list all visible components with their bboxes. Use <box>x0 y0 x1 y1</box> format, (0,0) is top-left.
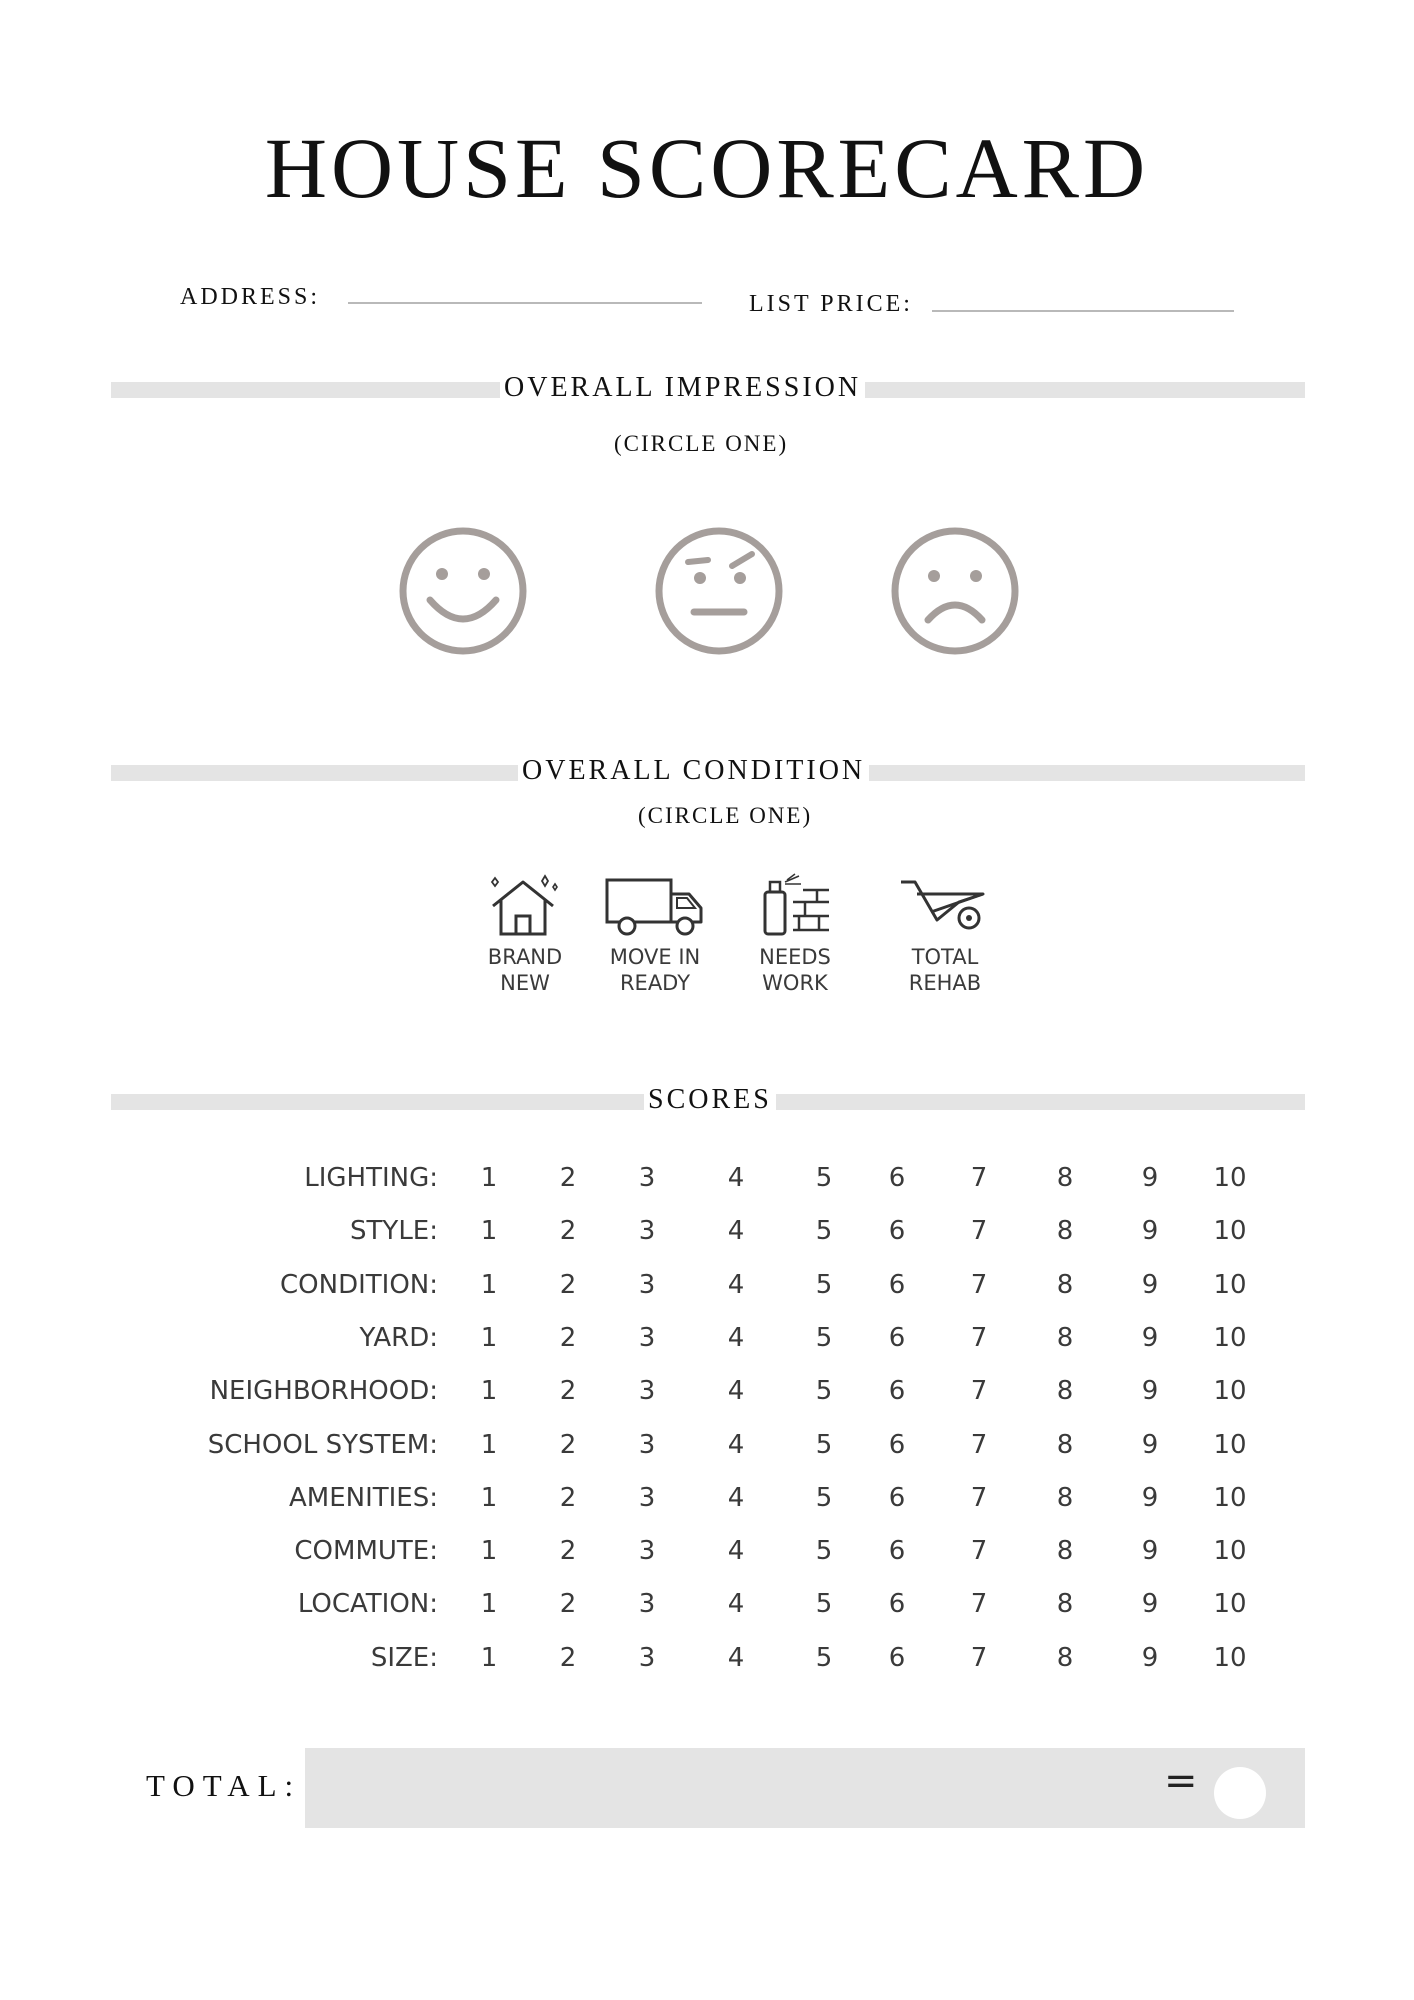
score-option[interactable]: 1 <box>480 1322 498 1353</box>
move-in-line1: MOVE IN <box>609 945 701 969</box>
equals-sign: = <box>1164 1758 1198 1804</box>
score-option[interactable]: 1 <box>480 1482 498 1513</box>
score-option[interactable]: 10 <box>1213 1642 1247 1673</box>
score-option[interactable]: 6 <box>888 1322 906 1353</box>
score-option[interactable]: 9 <box>1141 1216 1159 1247</box>
score-option[interactable]: 5 <box>815 1322 833 1353</box>
score-option[interactable]: 2 <box>559 1429 577 1460</box>
score-option[interactable]: 9 <box>1141 1376 1159 1407</box>
total-label: TOTAL: <box>146 1768 302 1803</box>
score-option[interactable]: 10 <box>1213 1163 1247 1193</box>
condition-title: OVERALL CONDITION <box>518 755 869 787</box>
score-option[interactable]: 6 <box>888 1589 906 1620</box>
score-option[interactable]: 1 <box>480 1216 498 1247</box>
score-option[interactable]: 7 <box>970 1376 988 1407</box>
score-option[interactable]: 5 <box>815 1429 833 1460</box>
spray-paint-bricks-icon <box>755 872 835 938</box>
score-option[interactable]: 10 <box>1213 1482 1247 1513</box>
condition-needs-work[interactable] <box>730 872 860 996</box>
score-option[interactable]: 4 <box>727 1429 745 1460</box>
score-option[interactable]: 3 <box>638 1216 656 1247</box>
score-option[interactable]: 5 <box>815 1642 833 1673</box>
score-option[interactable]: 6 <box>888 1642 906 1673</box>
total-field[interactable] <box>305 1748 1305 1828</box>
score-option[interactable]: 2 <box>559 1589 577 1620</box>
score-option[interactable]: 6 <box>888 1269 906 1300</box>
address-label: ADDRESS: <box>180 284 321 310</box>
score-option[interactable]: 1 <box>480 1589 498 1620</box>
impression-subtitle: (CIRCLE ONE) <box>614 431 789 456</box>
condition-brand-new[interactable] <box>460 872 590 996</box>
score-option[interactable]: 8 <box>1056 1322 1074 1353</box>
score-option[interactable]: 5 <box>815 1163 833 1193</box>
score-option[interactable]: 1 <box>480 1642 498 1673</box>
score-option[interactable]: 10 <box>1213 1269 1247 1300</box>
score-option[interactable]: 8 <box>1056 1536 1074 1567</box>
list-price-field[interactable] <box>932 310 1234 312</box>
score-option[interactable]: 7 <box>970 1216 988 1247</box>
score-option[interactable]: 2 <box>559 1376 577 1407</box>
total-rehab-line1: TOTAL <box>911 945 979 969</box>
score-option[interactable]: 8 <box>1056 1376 1074 1407</box>
page-title: HOUSE SCORECARD <box>264 120 1150 216</box>
score-option[interactable]: 4 <box>727 1216 745 1247</box>
score-option[interactable]: 10 <box>1213 1429 1247 1460</box>
condition-move-in-ready[interactable] <box>590 872 720 996</box>
score-option[interactable]: 3 <box>638 1429 656 1460</box>
score-label: NEIGHBORHOOD: <box>209 1376 438 1407</box>
score-option[interactable]: 3 <box>638 1269 656 1300</box>
score-option[interactable]: 2 <box>559 1482 577 1513</box>
score-option[interactable]: 5 <box>815 1536 833 1567</box>
score-option[interactable]: 6 <box>888 1376 906 1407</box>
score-option[interactable]: 1 <box>480 1163 498 1193</box>
scores-title: SCORES <box>644 1084 776 1116</box>
score-option[interactable]: 10 <box>1213 1376 1247 1407</box>
score-option[interactable]: 1 <box>480 1429 498 1460</box>
score-label: YARD: <box>359 1322 438 1353</box>
score-option[interactable]: 9 <box>1141 1589 1159 1620</box>
score-option[interactable]: 7 <box>970 1589 988 1620</box>
score-option[interactable]: 8 <box>1056 1589 1074 1620</box>
condition-total-rehab[interactable] <box>880 872 1010 996</box>
score-option[interactable]: 6 <box>888 1536 906 1567</box>
score-option[interactable]: 5 <box>815 1216 833 1247</box>
score-option[interactable]: 9 <box>1141 1482 1159 1513</box>
score-label: AMENITIES: <box>288 1482 438 1513</box>
score-option[interactable]: 4 <box>727 1269 745 1300</box>
score-option[interactable]: 9 <box>1141 1536 1159 1567</box>
score-option[interactable]: 10 <box>1213 1536 1247 1567</box>
needs-work-line2: WORK <box>762 971 828 995</box>
score-option[interactable]: 2 <box>559 1536 577 1567</box>
score-option[interactable]: 8 <box>1056 1163 1074 1193</box>
score-option[interactable]: 1 <box>480 1376 498 1407</box>
score-option[interactable]: 2 <box>559 1642 577 1673</box>
score-option[interactable]: 4 <box>727 1163 745 1193</box>
score-option[interactable]: 7 <box>970 1429 988 1460</box>
score-option[interactable]: 3 <box>638 1322 656 1353</box>
score-option[interactable]: 6 <box>888 1216 906 1247</box>
score-option[interactable]: 3 <box>638 1163 656 1193</box>
score-option[interactable]: 2 <box>559 1322 577 1353</box>
score-option[interactable]: 4 <box>727 1482 745 1513</box>
score-option[interactable]: 9 <box>1141 1322 1159 1353</box>
wheelbarrow-icon <box>897 872 993 938</box>
condition-subtitle: (CIRCLE ONE) <box>638 803 813 828</box>
score-option[interactable]: 7 <box>970 1163 988 1193</box>
score-option[interactable]: 4 <box>727 1589 745 1620</box>
score-option[interactable]: 8 <box>1056 1482 1074 1513</box>
score-option[interactable]: 7 <box>970 1322 988 1353</box>
move-in-line2: READY <box>619 971 691 995</box>
happy-face-icon[interactable] <box>398 526 528 656</box>
score-option[interactable]: 4 <box>727 1322 745 1353</box>
score-option[interactable]: 8 <box>1056 1642 1074 1673</box>
score-label: COMMUTE: <box>294 1536 438 1567</box>
brand-new-line2: NEW <box>500 971 550 995</box>
score-option[interactable]: 9 <box>1141 1163 1159 1193</box>
sad-face-icon[interactable] <box>890 526 1020 656</box>
score-option[interactable]: 7 <box>970 1269 988 1300</box>
impression-title: OVERALL IMPRESSION <box>500 372 865 404</box>
score-option[interactable]: 4 <box>727 1376 745 1407</box>
score-option[interactable]: 3 <box>638 1376 656 1407</box>
score-option[interactable]: 10 <box>1213 1216 1247 1247</box>
score-label: LOCATION: <box>297 1589 438 1620</box>
score-option[interactable]: 8 <box>1056 1269 1074 1300</box>
score-label: LIGHTING: <box>304 1163 438 1193</box>
score-label: CONDITION: <box>280 1269 438 1300</box>
score-option[interactable]: 8 <box>1056 1429 1074 1460</box>
score-label: STYLE: <box>350 1216 438 1247</box>
address-field[interactable] <box>348 302 702 304</box>
list-price-label: LIST PRICE: <box>749 291 913 317</box>
score-option[interactable]: 1 <box>480 1269 498 1300</box>
score-option[interactable]: 10 <box>1213 1589 1247 1620</box>
total-result-circle[interactable] <box>1214 1767 1266 1819</box>
score-option[interactable]: 3 <box>638 1536 656 1567</box>
needs-work-line1: NEEDS <box>759 945 831 969</box>
score-option[interactable]: 9 <box>1141 1269 1159 1300</box>
score-option[interactable]: 6 <box>888 1163 906 1193</box>
score-option[interactable]: 5 <box>815 1376 833 1407</box>
score-option[interactable]: 10 <box>1213 1322 1247 1353</box>
score-option[interactable]: 8 <box>1056 1216 1074 1247</box>
score-option[interactable]: 3 <box>638 1589 656 1620</box>
score-option[interactable]: 6 <box>888 1482 906 1513</box>
score-option[interactable]: 7 <box>970 1536 988 1567</box>
score-option[interactable]: 5 <box>815 1482 833 1513</box>
score-option[interactable]: 6 <box>888 1429 906 1460</box>
score-option[interactable]: 2 <box>559 1163 577 1193</box>
score-option[interactable]: 1 <box>480 1536 498 1567</box>
score-option[interactable]: 7 <box>970 1642 988 1673</box>
score-option[interactable]: 2 <box>559 1216 577 1247</box>
score-option[interactable]: 9 <box>1141 1429 1159 1460</box>
score-option[interactable]: 4 <box>727 1642 745 1673</box>
score-option[interactable]: 3 <box>638 1642 656 1673</box>
score-option[interactable]: 5 <box>815 1269 833 1300</box>
score-option[interactable]: 7 <box>970 1482 988 1513</box>
skeptical-face-icon[interactable] <box>654 526 784 656</box>
score-label: SIZE: <box>370 1642 438 1673</box>
score-option[interactable]: 4 <box>727 1536 745 1567</box>
sparkling-house-icon <box>485 872 565 938</box>
moving-truck-icon <box>603 872 707 938</box>
total-rehab-line2: REHAB <box>908 971 982 995</box>
brand-new-line1: BRAND <box>487 945 563 969</box>
score-option[interactable]: 9 <box>1141 1642 1159 1673</box>
score-option[interactable]: 3 <box>638 1482 656 1513</box>
score-option[interactable]: 5 <box>815 1589 833 1620</box>
score-option[interactable]: 2 <box>559 1269 577 1300</box>
score-label: SCHOOL SYSTEM: <box>207 1429 438 1460</box>
